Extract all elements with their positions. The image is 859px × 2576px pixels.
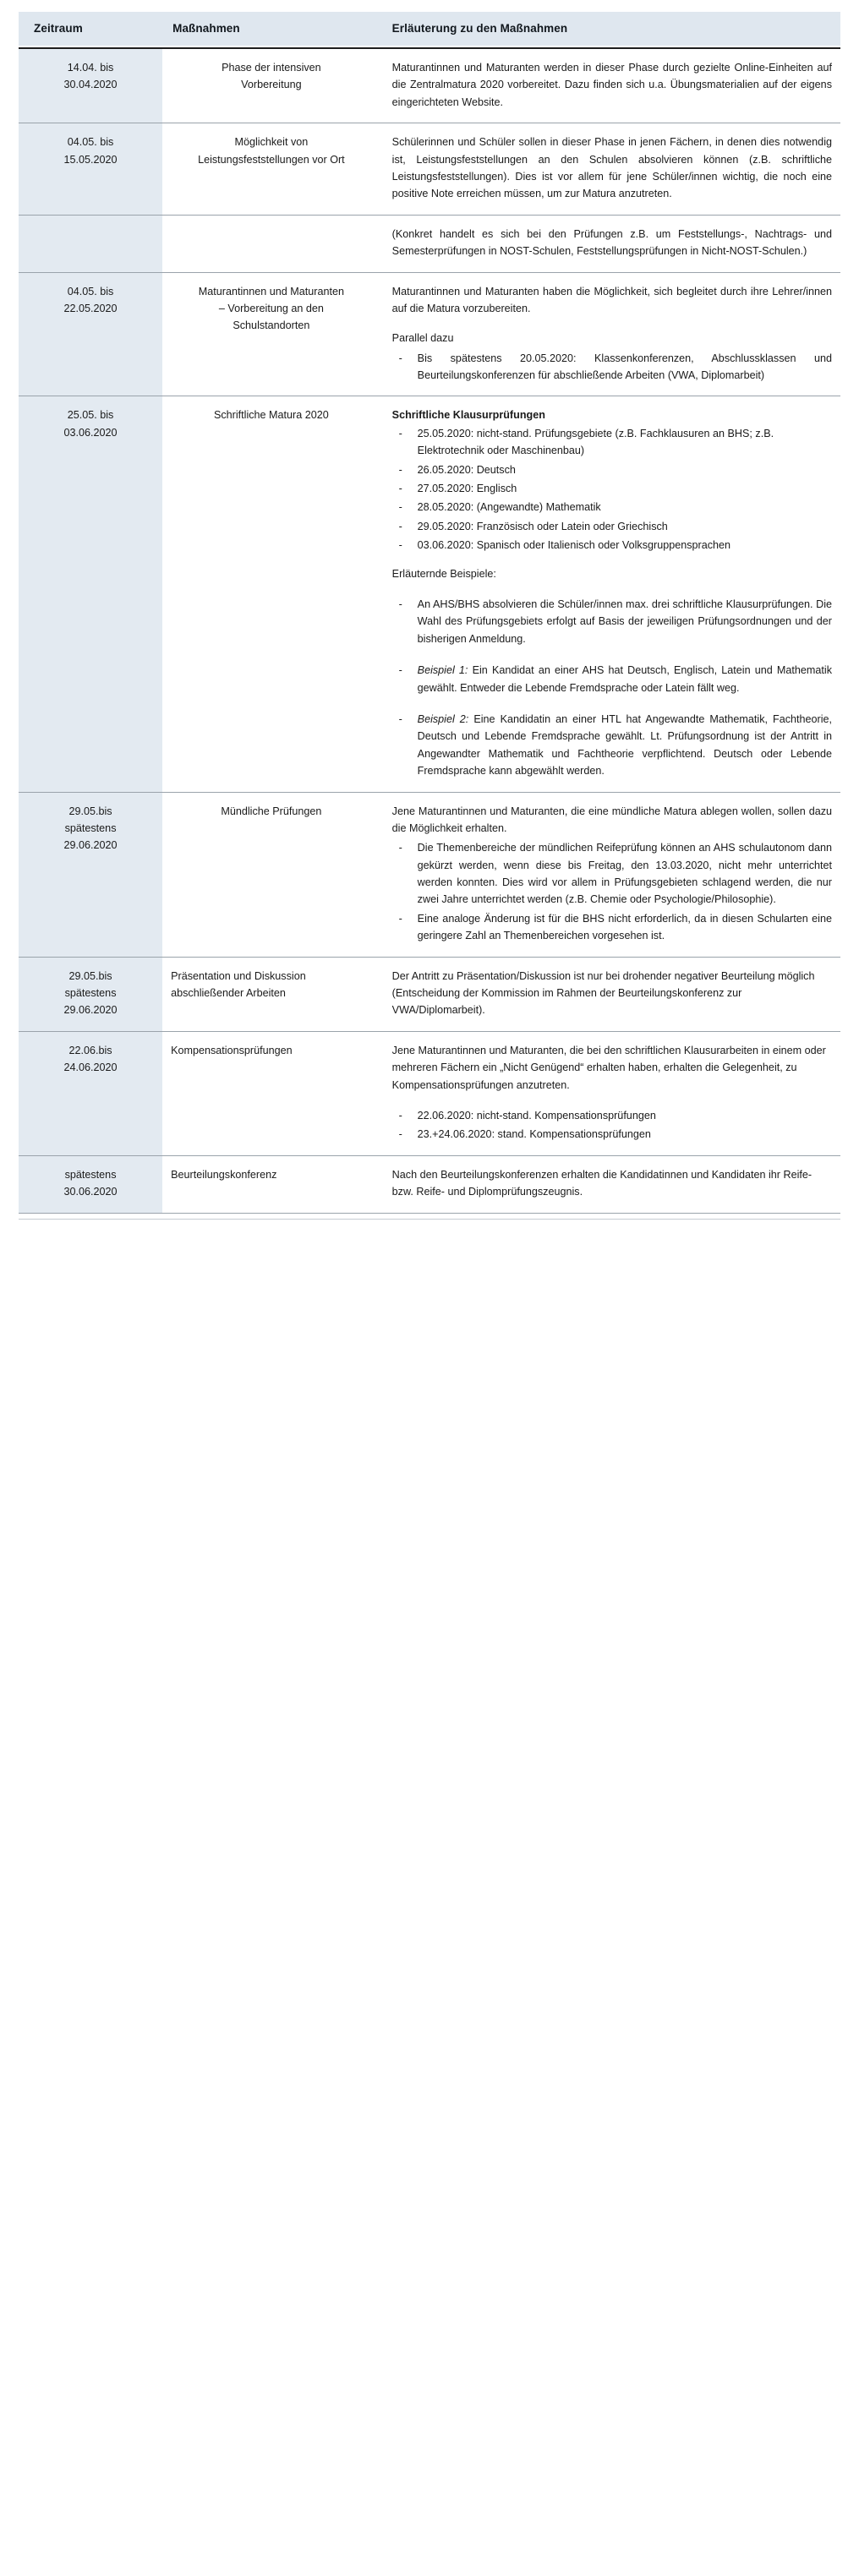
table-row bbox=[19, 215, 840, 272]
list-item-label: Die Themenbereiche der mündlichen Reifeprüfung können an AHS schulautonom dann gekürzt werden, wenn diese bis Freitag, den 13.03.2020, nicht mehr unterrichtet werden konnten. Dies wird vor allem in Prüfungsgebieten schlagend werden, die nur zwei Jahre unterrichtet werden (z.B. Chemie oder Psychologie/Philosophie). bbox=[417, 842, 832, 906]
cell-erlaeuterung bbox=[380, 123, 840, 216]
cell-zeitraum bbox=[19, 48, 162, 123]
cell-zeitraum bbox=[19, 957, 162, 1031]
list-item bbox=[392, 711, 832, 780]
exam-date-list bbox=[392, 425, 832, 554]
table-row bbox=[19, 48, 840, 123]
list-item-label: 29.05.2020: Französisch oder Latein oder Griechisch bbox=[417, 520, 668, 532]
dash-bullet-icon: - bbox=[398, 520, 402, 532]
cell-erlaeuterung bbox=[380, 1031, 840, 1155]
column-header-massnahmen: Maßnahmen bbox=[162, 12, 380, 46]
zeitraum-line: 04.05. bis bbox=[67, 285, 114, 297]
list-item bbox=[392, 839, 832, 909]
zeitraum-line: spätestens bbox=[64, 987, 117, 1000]
dash-bullet-icon: - bbox=[398, 483, 402, 495]
cell-massnahme bbox=[162, 396, 380, 792]
list-item bbox=[392, 537, 832, 554]
massnahme-line: Schriftliche Matura 2020 bbox=[213, 409, 329, 422]
zeitraum-line: 04.05. bis bbox=[67, 136, 114, 149]
list-item-label: 28.05.2020: (Angewandte) Mathematik bbox=[417, 501, 601, 514]
zeitraum-line: 29.06.2020 bbox=[63, 839, 118, 852]
list-item-label: Eine analoge Änderung ist für die BHS nicht erforderlich, da in diesen Schularten eine geringere Zahl an Themenbereichen vorgesehen ist. bbox=[417, 912, 832, 942]
list-item bbox=[392, 518, 832, 535]
dash-bullet-icon: - bbox=[398, 501, 402, 514]
list-item bbox=[392, 480, 832, 497]
table-body bbox=[19, 48, 840, 1213]
table-header bbox=[19, 12, 840, 48]
examples-heading: Erläuternde Beispiele: bbox=[391, 567, 496, 580]
zeitraum-line: 30.06.2020 bbox=[63, 1186, 118, 1198]
list-item bbox=[392, 662, 832, 696]
example-text: An AHS/BHS absolvieren die Schüler/innen max. drei schriftliche Klausurprüfungen. Die Wahl des Prüfungsgebiets erfolgt auf Basis der jeweiligen Prüfungsordnungen und der bisherigen Anmeldung. bbox=[417, 598, 832, 645]
massnahme-line: Kompensationsprüfungen bbox=[171, 1044, 293, 1056]
example-label: Beispiel 2: bbox=[417, 712, 469, 725]
cell-zeitraum bbox=[19, 396, 162, 792]
cell-zeitraum bbox=[19, 1031, 162, 1155]
massnahme-line: Möglichkeit von bbox=[234, 136, 309, 149]
massnahme-line: Phase der intensiven bbox=[222, 62, 321, 74]
list-item bbox=[392, 1126, 832, 1143]
spacer bbox=[392, 554, 832, 565]
list-item bbox=[392, 596, 832, 647]
zeitraum-line: 30.04.2020 bbox=[63, 79, 118, 91]
zeitraum-line: 24.06.2020 bbox=[63, 1062, 118, 1074]
massnahme-line: Präsentation und Diskussion bbox=[171, 969, 306, 982]
cell-zeitraum bbox=[19, 792, 162, 957]
list-item bbox=[392, 499, 832, 516]
erlaeuterung-heading: Schriftliche Klausurprüfungen bbox=[391, 409, 545, 422]
cell-massnahme bbox=[162, 1155, 380, 1213]
dash-bullet-icon: - bbox=[398, 427, 402, 439]
list-item bbox=[392, 350, 832, 385]
erlaeuterung-paragraph: Schülerinnen und Schüler sollen in dieser Phase in jenen Fächern, in denen dies notwendig ist, Leistungsfeststellungen an den Schulen absolvieren können (z.B. schriftliche Leistungsfeststellungen). Dies ist vor allem für jene Schüler/innen wichtig, die noch eine positive Note erreichen müssen, um zur Matura anzutreten. bbox=[391, 136, 832, 200]
cell-erlaeuterung bbox=[380, 1155, 840, 1213]
list-item-label: 26.05.2020: Deutsch bbox=[417, 463, 516, 476]
table-row bbox=[19, 123, 840, 216]
massnahme-line: abschließender Arbeiten bbox=[171, 987, 286, 1000]
example-text: Ein Kandidat an einer AHS hat Deutsch, Englisch, Latein und Mathematik gewählt. Entweder die Lebende Fremdsprache oder Latein fällt weg. bbox=[417, 664, 832, 694]
dash-bullet-icon: - bbox=[398, 352, 402, 364]
detail-list bbox=[392, 1107, 832, 1143]
example-list bbox=[392, 596, 832, 780]
cell-erlaeuterung bbox=[380, 48, 840, 123]
zeitraum-line: 14.04. bis bbox=[67, 62, 114, 74]
table-bottom-rule bbox=[19, 1214, 840, 1220]
cell-zeitraum bbox=[19, 215, 162, 272]
cell-erlaeuterung bbox=[380, 792, 840, 957]
zeitraum-line: 29.05.bis bbox=[68, 969, 112, 982]
table-row bbox=[19, 272, 840, 396]
list-item-label: 03.06.2020: Spanisch oder Italienisch oder Volksgruppensprachen bbox=[417, 539, 731, 552]
list-item bbox=[392, 425, 832, 460]
document-page bbox=[0, 0, 859, 1240]
massnahme-line: – Vorbereitung an den bbox=[218, 302, 324, 314]
cell-zeitraum bbox=[19, 1155, 162, 1213]
matura-schedule-table bbox=[19, 12, 840, 1214]
erlaeuterung-paragraph: Jene Maturantinnen und Maturanten, die eine mündliche Matura ablegen wollen, sollen dazu die Möglichkeit erhalten. bbox=[391, 805, 832, 834]
erlaeuterung-paragraph: Parallel dazu bbox=[391, 332, 454, 345]
cell-massnahme bbox=[162, 1031, 380, 1155]
dash-bullet-icon: - bbox=[398, 598, 402, 610]
zeitraum-line: 25.05. bis bbox=[67, 409, 114, 422]
erlaeuterung-paragraph: Maturantinnen und Maturanten haben die Möglichkeit, sich begleitet durch ihre Lehrer/innen auf die Matura vorzubereiten. bbox=[391, 285, 832, 314]
cell-erlaeuterung bbox=[380, 396, 840, 792]
table-row bbox=[19, 1155, 840, 1213]
zeitraum-line: spätestens bbox=[64, 821, 117, 834]
cell-zeitraum bbox=[19, 123, 162, 216]
column-header-erlaeuterung: Erläuterung zu den Maßnahmen bbox=[380, 12, 840, 46]
massnahme-line: Mündliche Prüfungen bbox=[221, 805, 322, 817]
zeitraum-line: 15.05.2020 bbox=[63, 153, 118, 166]
cell-massnahme bbox=[162, 957, 380, 1031]
header-row bbox=[19, 12, 840, 46]
zeitraum-line: 29.06.2020 bbox=[63, 1004, 118, 1017]
detail-list bbox=[392, 350, 832, 385]
cell-erlaeuterung bbox=[380, 215, 840, 272]
table-row bbox=[19, 396, 840, 792]
massnahme-line: Maturantinnen und Maturanten bbox=[198, 285, 344, 297]
table-row bbox=[19, 792, 840, 957]
cell-massnahme bbox=[162, 48, 380, 123]
zeitraum-line: 22.06.bis bbox=[68, 1044, 112, 1056]
dash-bullet-icon: - bbox=[398, 912, 402, 925]
cell-massnahme bbox=[162, 215, 380, 272]
dash-bullet-icon: - bbox=[398, 1128, 402, 1141]
dash-bullet-icon: - bbox=[398, 842, 402, 854]
cell-erlaeuterung bbox=[380, 272, 840, 396]
massnahme-line: Leistungsfeststellungen vor Ort bbox=[198, 153, 345, 166]
list-item-label: 27.05.2020: Englisch bbox=[417, 483, 517, 495]
cell-massnahme bbox=[162, 792, 380, 957]
cell-massnahme bbox=[162, 123, 380, 216]
zeitraum-line: spätestens bbox=[64, 1168, 117, 1181]
list-item bbox=[392, 461, 832, 478]
column-header-zeitraum: Zeitraum bbox=[19, 12, 162, 46]
erlaeuterung-paragraph: Maturantinnen und Maturanten werden in dieser Phase durch gezielte Online-Einheiten auf die Zentralmatura 2020 vorbereitet. Dazu finden sich u.a. Übungsmaterialien auf der eigens eingerichteten Website. bbox=[391, 62, 832, 108]
zeitraum-line: 03.06.2020 bbox=[63, 426, 118, 439]
massnahme-line: Schulstandorten bbox=[233, 319, 310, 332]
list-item bbox=[392, 910, 832, 945]
erlaeuterung-paragraph: Nach den Beurteilungskonferenzen erhalten die Kandidatinnen und Kandidaten ihr Reife- bzw. Reife- und Diplomprüfungszeugnis. bbox=[391, 1168, 812, 1198]
detail-list bbox=[392, 839, 832, 944]
dash-bullet-icon: - bbox=[398, 712, 402, 725]
list-item bbox=[392, 1107, 832, 1124]
cell-erlaeuterung bbox=[380, 957, 840, 1031]
dash-bullet-icon: - bbox=[398, 539, 402, 552]
massnahme-line: Vorbereitung bbox=[241, 79, 302, 91]
example-text: Eine Kandidatin an einer HTL hat Angewandte Mathematik, Fachtheorie, Deutsch und Lebende Fremdsprache gewählt. Lt. Prüfungsordnung ist der Antritt in Angewandter Mathematik und Fachtheorie verpflichtend. Deutsch oder Lebende Fremdsprache kann abgewählt werden. bbox=[417, 712, 833, 778]
erlaeuterung-paragraph: (Konkret handelt es sich bei den Prüfungen z.B. um Feststellungs-, Nachtrags- und Semesterprüfungen in NOST-Schulen, Feststellungsprüfungen in Nicht-NOST-Schulen.) bbox=[391, 227, 832, 258]
example-label: Beispiel 1: bbox=[417, 664, 468, 677]
list-item-label: Bis spätestens 20.05.2020: Klassenkonferenzen, Abschlussklassen und Beurteilungskonferenzen für abschließende Arbeiten (VWA, Diplomarbeit) bbox=[417, 352, 832, 382]
erlaeuterung-paragraph: Der Antritt zu Präsentation/Diskussion ist nur bei drohender negativer Beurteilung möglich (Entscheidung der Kommission im Rahmen der Beurteilungskonferenz zur VWA/Diplomarbeit). bbox=[391, 969, 815, 1017]
dash-bullet-icon: - bbox=[398, 463, 402, 476]
list-item-label: 23.+24.06.2020: stand. Kompensationsprüfungen bbox=[417, 1128, 651, 1141]
zeitraum-line: 29.05.bis bbox=[68, 805, 112, 817]
dash-bullet-icon: - bbox=[398, 664, 402, 677]
dash-bullet-icon: - bbox=[398, 1109, 402, 1122]
erlaeuterung-paragraph: Jene Maturantinnen und Maturanten, die bei den schriftlichen Klausurarbeiten in einem oder mehreren Fächern ein „Nicht Genügend“ erhalten haben, erhalten die Gelegenheit, zu Kompensationsprüfungen anzutreten. bbox=[391, 1044, 826, 1091]
list-item-label: 22.06.2020: nicht-stand. Kompensationsprüfungen bbox=[417, 1109, 656, 1122]
list-item-label: 25.05.2020: nicht-stand. Prüfungsgebiete (z.B. Fachklausuren an BHS; z.B. Elektrotechnik oder Maschinenbau) bbox=[417, 427, 774, 457]
table-row bbox=[19, 957, 840, 1031]
zeitraum-line: 22.05.2020 bbox=[63, 302, 118, 314]
massnahme-line: Beurteilungskonferenz bbox=[171, 1168, 277, 1181]
cell-massnahme bbox=[162, 272, 380, 396]
cell-zeitraum bbox=[19, 272, 162, 396]
table-row bbox=[19, 1031, 840, 1155]
